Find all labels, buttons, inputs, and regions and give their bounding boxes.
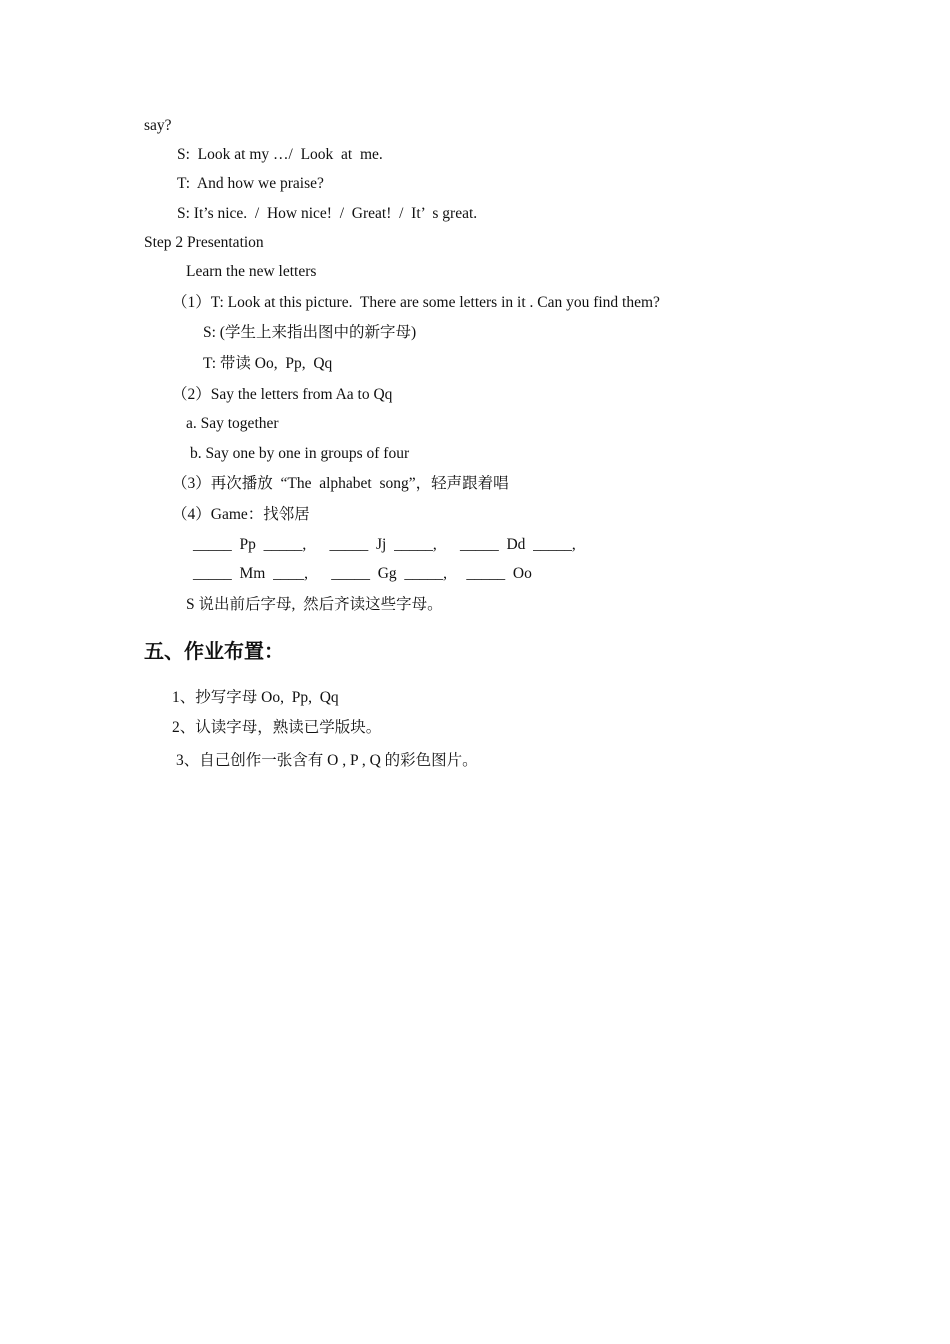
text-line-say: say? [144,117,172,134]
activity-2-a: a. Say together [186,415,279,432]
activity-2-b: b. Say one by one in groups of four [190,445,410,462]
homework-item: 1、抄写字母 Oo, Pp, Qq [172,689,339,706]
homework-item: 2、认读字母，熟读已学版块。 [172,719,382,736]
activity-1-teacher: T: 带读 Oo, Pp, Qq [203,355,333,372]
subheading-new-letters: Learn the new letters [186,263,317,280]
activity-2: （2）Say the letters from Aa to Qq [172,386,393,403]
neighbor-game-row-2: _____ Mm ____, _____ Gg _____, _____ Oo [193,565,532,582]
activity-1: （1）T: Look at this picture. There are some letters in it . Can you find them? [172,294,660,311]
dialogue-student-nice: S: It’s nice. / How nice! / Great! / It’ s great. [177,205,478,222]
dialogue-student-look: S: Look at my …/ Look at me. [177,146,383,163]
activity-4: （4）Game：找邻居 [172,506,310,523]
homework-title: 五、作业布置： [144,639,284,663]
dialogue-teacher-praise: T: And how we praise? [177,175,324,192]
neighbor-game-row-1: _____ Pp _____, _____ Jj _____, _____ Dd _____, [193,536,576,553]
step-heading: Step 2 Presentation [144,234,264,251]
activity-3: （3）再次播放 “The alphabet song”，轻声跟着唱 [172,475,509,492]
activity-4-instruction: S 说出前后字母, 然后齐读这些字母。 [186,596,443,613]
homework-item: 3、自己创作一张含有 O , P , Q 的彩色图片。 [176,752,478,769]
activity-1-student: S: (学生上来指出图中的新字母) [203,324,417,341]
